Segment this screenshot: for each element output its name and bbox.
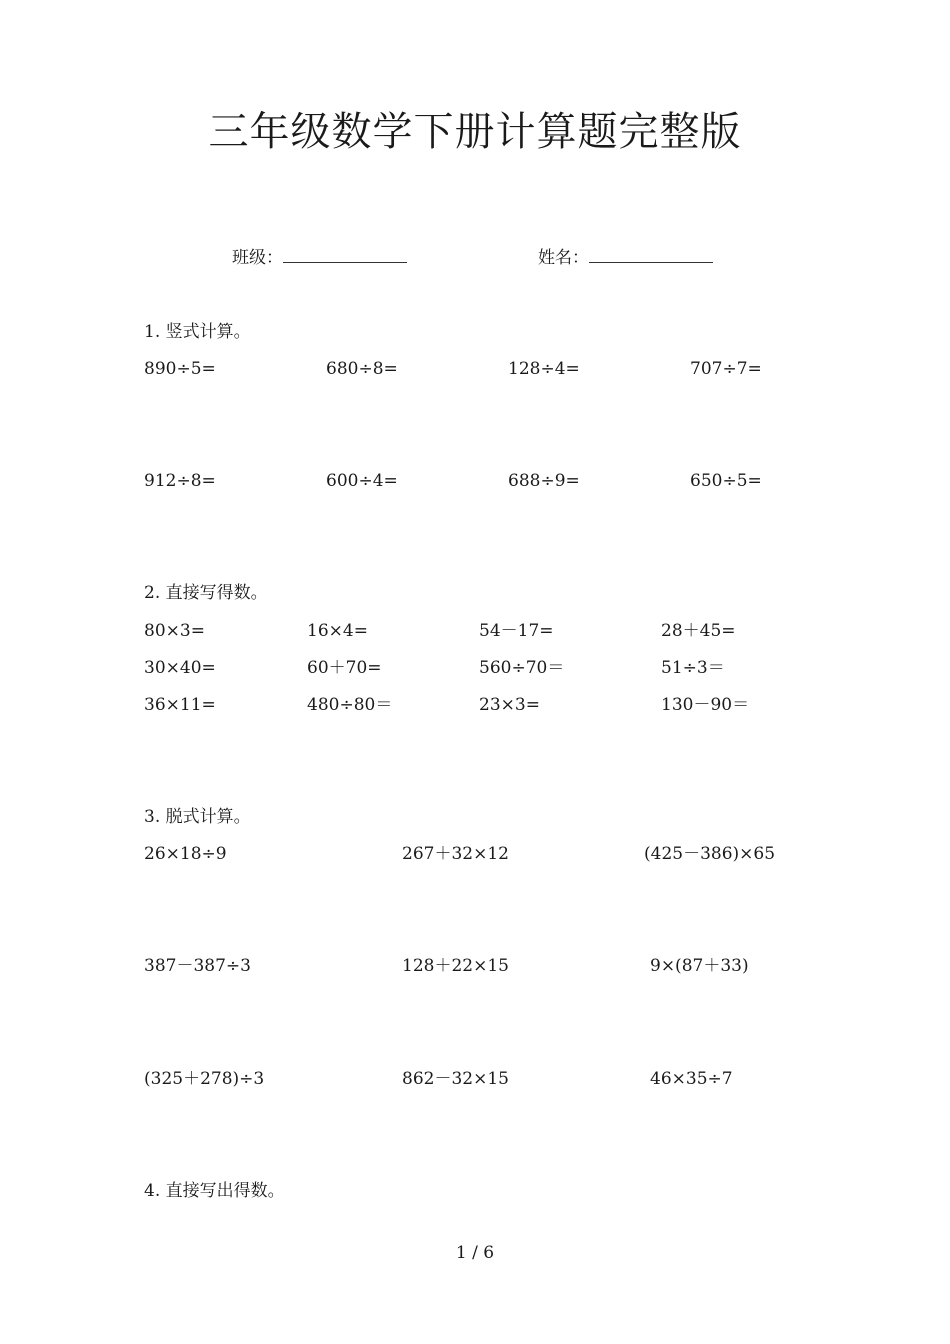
problem: 80×3= — [144, 621, 205, 641]
problem: 680÷8= — [326, 359, 398, 379]
section-1-heading: 1. 竖式计算。 — [144, 322, 251, 342]
problem: 30×40= — [144, 658, 216, 678]
problem: 130－90＝ — [661, 695, 750, 715]
problem: 51÷3＝ — [661, 658, 725, 678]
problem: 128÷4= — [508, 359, 580, 379]
problem: 387－387÷3 — [144, 956, 251, 976]
section-2-heading: 2. 直接写得数。 — [144, 583, 268, 603]
problem: 46×35÷7 — [650, 1069, 733, 1089]
page-number: 1 / 6 — [455, 1243, 495, 1263]
problem: 560÷70＝ — [479, 658, 565, 678]
problem: 688÷9= — [508, 471, 580, 491]
class-field — [232, 246, 407, 269]
problem: 600÷4= — [326, 471, 398, 491]
problem: (425－386)×65 — [644, 844, 776, 864]
problem: 16×4= — [307, 621, 368, 641]
name-blank[interactable] — [589, 246, 713, 263]
problem: 60＋70= — [307, 658, 382, 678]
section-4-heading: 4. 直接写出得数。 — [144, 1181, 285, 1201]
problem: 54－17= — [479, 621, 554, 641]
problem: 36×11= — [144, 695, 216, 715]
problem: 26×18÷9 — [144, 844, 227, 864]
problem: 862－32×15 — [402, 1069, 509, 1089]
page-title: 三年级数学下册计算题完整版 — [208, 109, 742, 155]
problem: 650÷5= — [690, 471, 762, 491]
class-blank[interactable] — [283, 246, 407, 263]
problem: 9×(87＋33) — [650, 956, 749, 976]
problem: 480÷80＝ — [307, 695, 393, 715]
problem: (325＋278)÷3 — [144, 1069, 265, 1089]
class-label: 班级： — [232, 248, 283, 268]
problem: 23×3= — [479, 695, 540, 715]
name-field — [538, 246, 713, 269]
problem: 267＋32×12 — [402, 844, 509, 864]
section-3-heading: 3. 脱式计算。 — [144, 807, 251, 827]
problem: 28＋45= — [661, 621, 736, 641]
name-label: 姓名： — [538, 248, 589, 268]
problem: 128＋22×15 — [402, 956, 509, 976]
problem: 707÷7= — [690, 359, 762, 379]
problem: 912÷8= — [144, 471, 216, 491]
problem: 890÷5= — [144, 359, 216, 379]
